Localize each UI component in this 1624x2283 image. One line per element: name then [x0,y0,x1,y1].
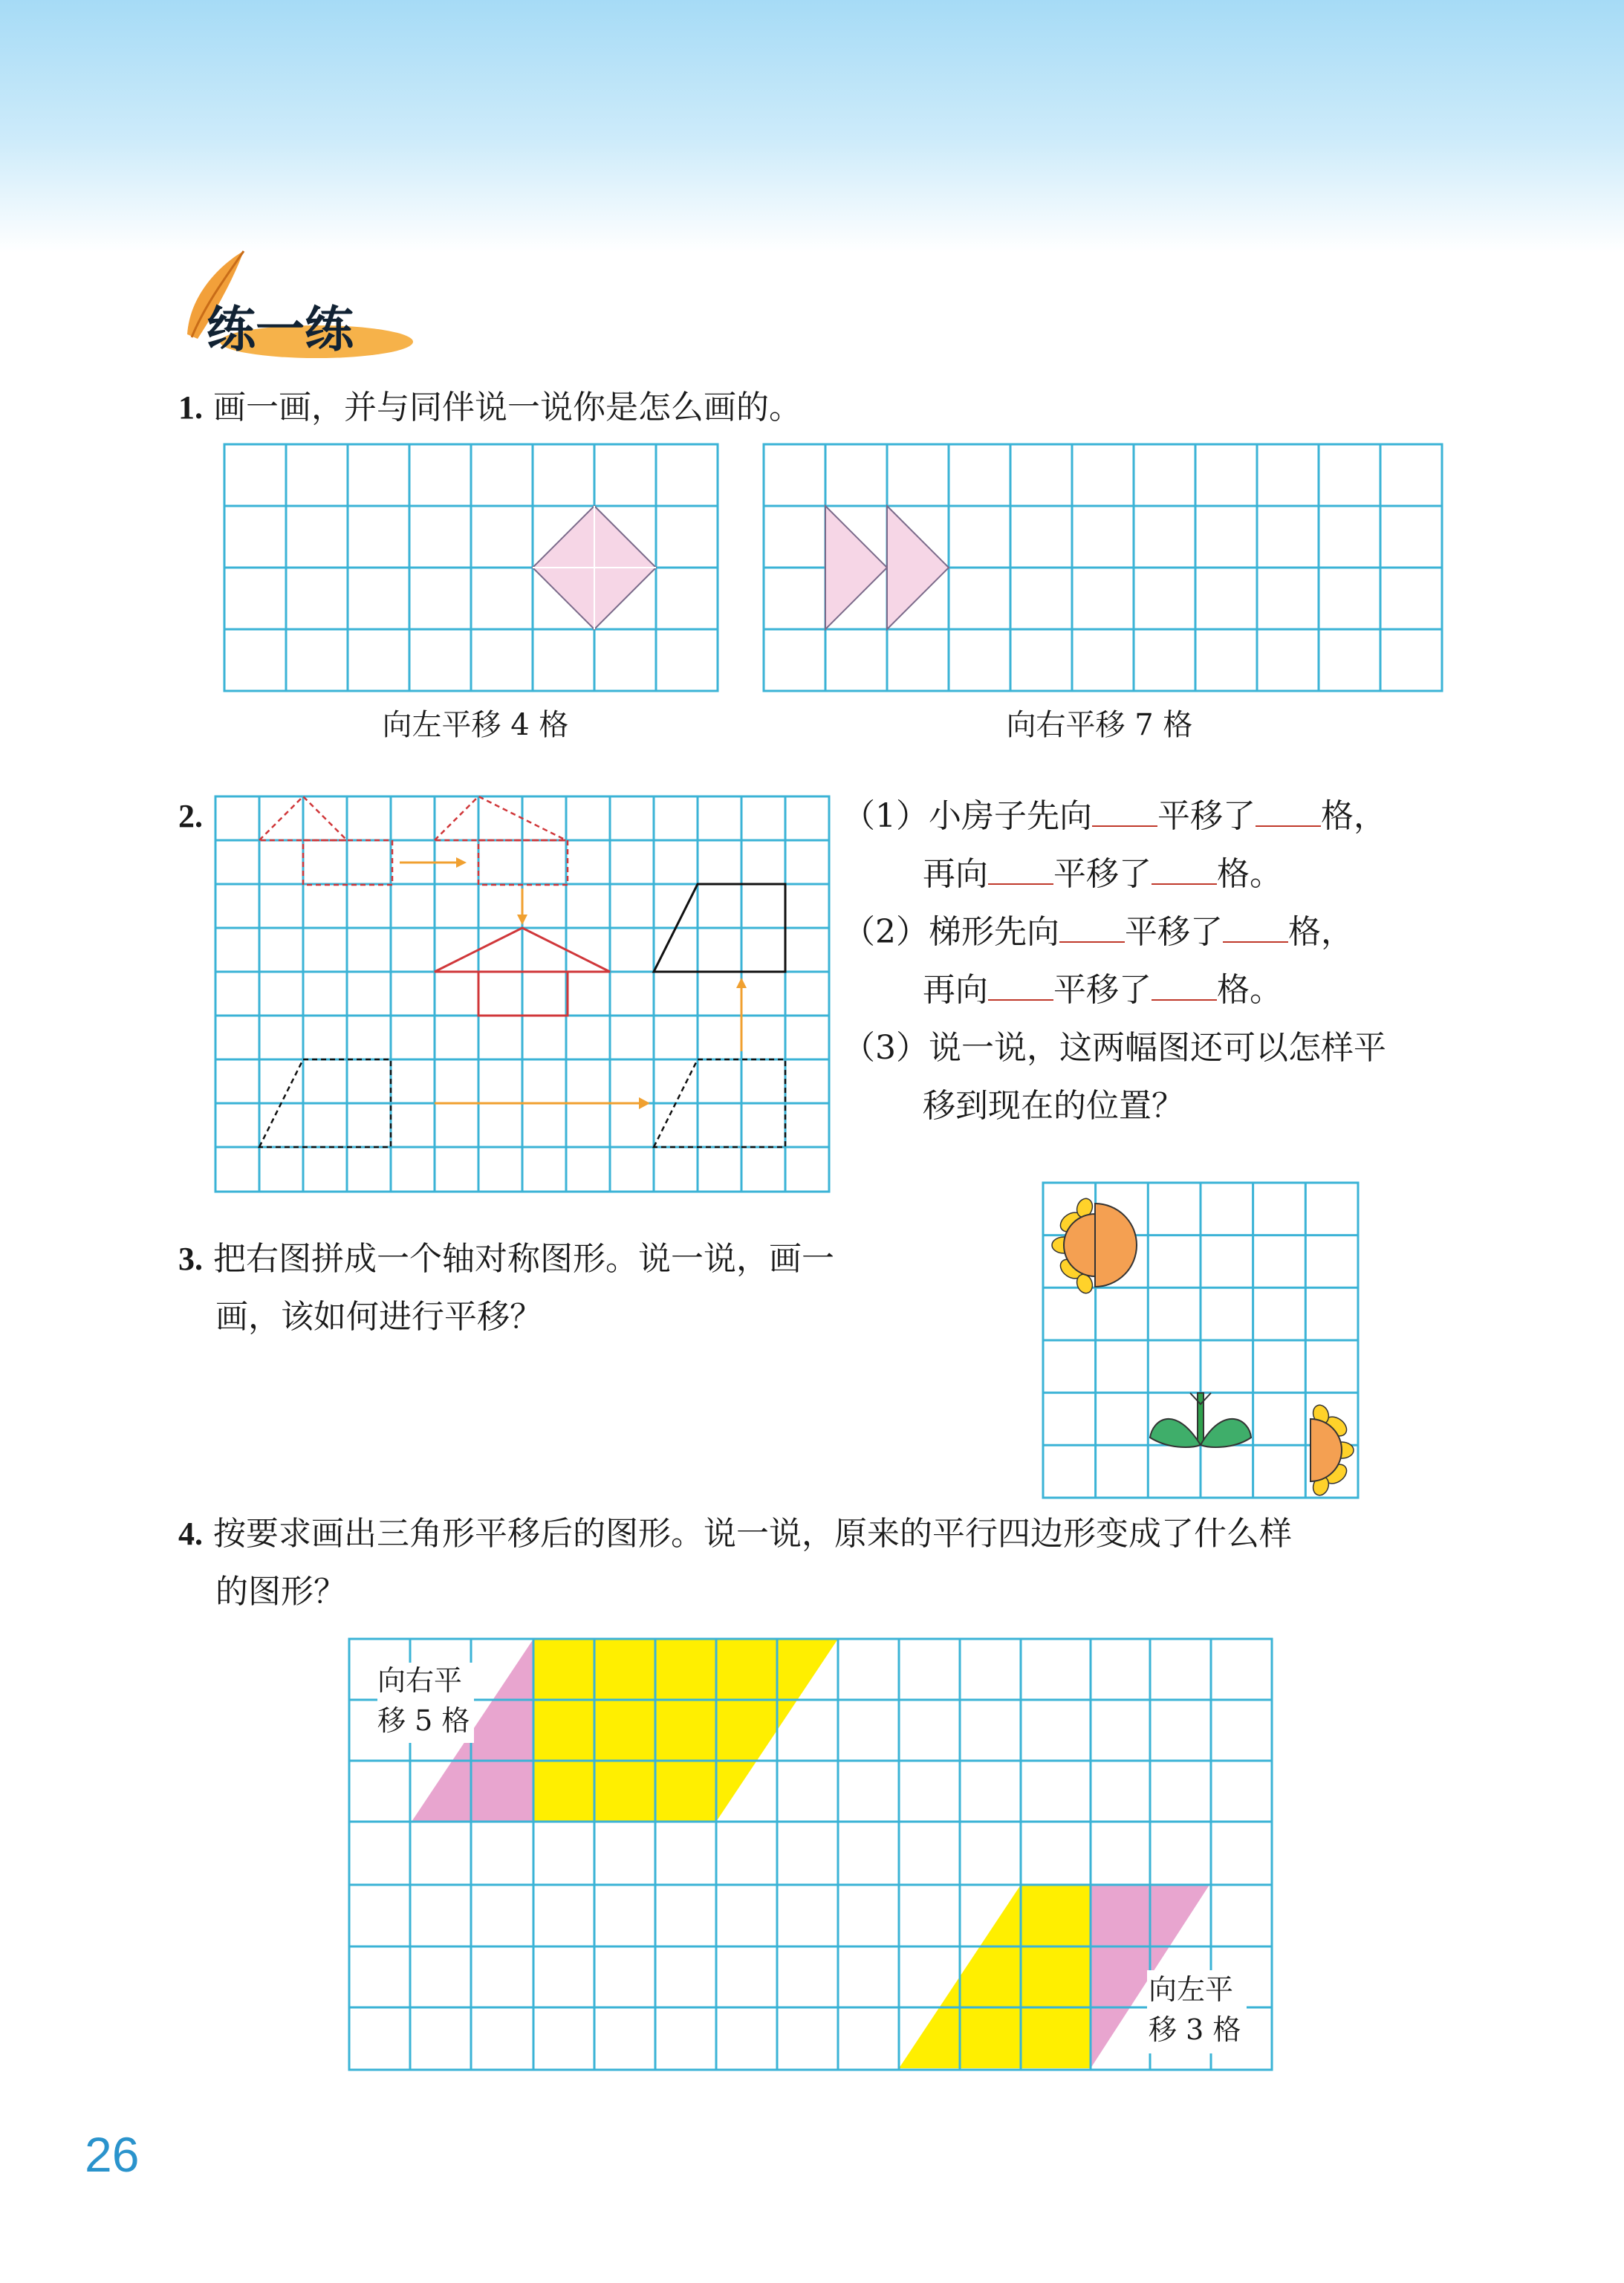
q1-caption-right: 向右平移 7 格 [1006,708,1193,742]
q2-p1-text: 平移了 [1157,797,1256,835]
answer-blank[interactable] [988,849,1053,885]
q3-text: 把右图拼成一个轴对称图形。说一说，画一 [213,1240,834,1278]
q4-line1 [178,1505,1292,1563]
q1-grid-left [223,443,719,692]
page-number: 26 [85,2127,140,2182]
q2-part1-line2 [923,845,1282,903]
q2-part2-line2 [923,961,1282,1019]
q3-line1 [178,1230,834,1288]
q4-label-left-2: 移 3 格 [1149,2013,1241,2046]
q2-p1-text: 再向 [923,855,988,893]
q2-p2-text: 格， [1288,913,1354,951]
q2-p2-text: 平移了 [1125,913,1223,951]
header-band [0,0,1624,253]
q2-p1-text: 平移了 [1053,855,1152,893]
q2-part2-line1 [842,903,1354,961]
q4-grid [348,1637,1273,2073]
house-dashed-2 [435,796,568,885]
q2-p2-text: 平移了 [1053,971,1152,1009]
answer-blank[interactable] [988,965,1053,1001]
answer-blank[interactable] [1256,791,1321,827]
section-title: 练一练 [207,301,354,358]
answer-blank[interactable] [1152,965,1217,1001]
q2-grid [214,795,831,1193]
q2-p2-text: 格。 [1217,971,1282,1009]
q1-caption-left: 向左平移 4 格 [382,708,569,742]
q3-grid [1042,1181,1360,1499]
yellow-parallelogram [899,1885,1091,2068]
q2-p1-text: 格。 [1217,855,1282,893]
answer-blank[interactable] [1059,907,1125,943]
q2-p1-text: 格， [1321,797,1386,835]
q4-text: 按要求画出三角形平移后的图形。说一说，原来的平行四边形变成了什么样 [213,1515,1292,1553]
q4-label-right-2: 移 5 格 [377,1704,470,1737]
q1-grid-right [762,443,1444,692]
q3-line2: 画，该如何进行平移？ [215,1298,542,1336]
q4-label-right-1: 向右平 [377,1664,463,1697]
half-sunflower-icon [1310,1403,1354,1497]
answer-blank[interactable] [1223,907,1288,943]
triangle-shape [825,506,887,629]
q2-p2-text: 再向 [923,971,988,1009]
q4-label-left-1: 向左平 [1149,1973,1234,2006]
answer-blank[interactable] [1092,791,1157,827]
q2-part3-line2: 移到现在的位置？ [923,1087,1184,1125]
q1-text: 画一画，并与同伴说一说你是怎么画的。 [213,389,802,426]
q1-line [178,379,802,437]
answer-blank[interactable] [1152,849,1217,885]
section-title-badge [175,245,420,364]
q2-p1-text: （1）小房子先向 [842,797,1092,835]
q3-number: 3. [178,1241,203,1277]
triangle-shape [887,506,949,629]
q2-number: 2. [178,798,203,834]
q4-number: 4. [178,1516,203,1552]
yellow-parallelogram [533,1639,838,1822]
q2-p2-text: （2）梯形先向 [842,913,1059,951]
q1-number: 1. [178,389,203,426]
q2-part1-line1 [842,787,1386,845]
q4-line2: 的图形？ [215,1573,346,1611]
q2-part3-line1: （3）说一说，这两幅图还可以怎样平 [842,1029,1386,1067]
plant-leaves-icon [1150,1393,1251,1447]
half-sunflower-icon [1052,1196,1137,1295]
